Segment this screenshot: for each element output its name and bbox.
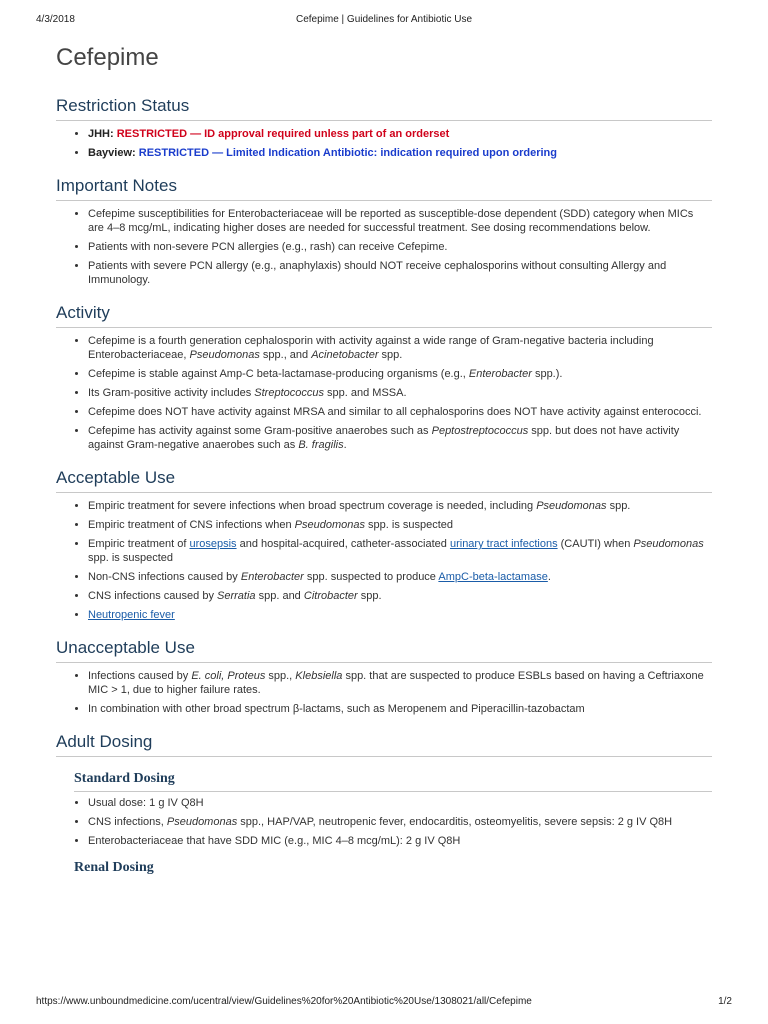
print-date: 4/3/2018 — [36, 14, 75, 25]
uti-link[interactable]: urinary tract infections — [449, 538, 558, 550]
notes-list — [56, 207, 712, 287]
list-item: • Patients with severe PCN allergy (e.g., anaphylaxis) should NOT receive cephalosporins without consulting Allergy and Immunology. — [88, 259, 712, 287]
organism: Peptostreptococcus — [431, 425, 529, 437]
activity-list — [56, 334, 712, 452]
neutropenic-fever-link[interactable]: Neutropenic fever — [88, 609, 175, 621]
restriction-heading: Restriction Status — [56, 96, 712, 121]
organism: Acinetobacter — [311, 349, 379, 361]
text: spp. is suspected — [88, 552, 173, 564]
ampc-link[interactable]: AmpC-beta-lactamase — [438, 571, 548, 583]
list-item: • In combination with other broad spectrum β-lactams, such as Meropenem and Piperacillin-tazobactam — [88, 702, 712, 716]
unacceptable-heading: Unacceptable Use — [56, 638, 712, 663]
text: and hospital-acquired, catheter-associated — [236, 538, 450, 550]
text: Non-CNS infections caused by — [88, 571, 241, 583]
organism: Pseudomonas — [536, 500, 607, 512]
list-item: • Enterobacteriaceae that have SDD MIC (e.g., MIC 4–8 mcg/mL): 2 g IV Q8H — [88, 834, 712, 848]
bayview-status: RESTRICTED — Limited Indication Antibiotic: indication required upon ordering — [138, 147, 557, 159]
dosing-heading: Adult Dosing — [56, 732, 712, 757]
page-number: 1/2 — [718, 996, 732, 1007]
text: Its Gram-positive activity includes — [88, 387, 255, 399]
text: spp. — [378, 349, 403, 361]
text: spp., and — [259, 349, 312, 361]
acceptable-heading: Acceptable Use — [56, 468, 712, 493]
text: spp. is suspected — [364, 519, 454, 531]
list-item — [88, 537, 712, 565]
organism: Pseudomonas — [294, 519, 365, 531]
list-item — [88, 570, 712, 584]
notes-heading: Important Notes — [56, 176, 712, 201]
list-item — [88, 334, 712, 362]
organism: Klebsiella — [295, 670, 343, 682]
organism: Streptococcus — [254, 387, 324, 399]
text: spp. that are suspected to produce ESBLs based on having a Ceftriaxone MIC > 1, due to higher failure rates. — [88, 670, 704, 696]
print-url: https://www.unboundmedicine.com/ucentral/view/Guidelines%20for%20Antibiotic%20Use/1308021/all/Cefepime — [36, 996, 532, 1007]
list-item — [88, 424, 712, 452]
text: Empiric treatment of CNS infections when — [88, 519, 295, 531]
print-title: Cefepime | Guidelines for Antibiotic Use — [295, 14, 472, 25]
text: CNS infections caused by — [88, 590, 218, 602]
text: Cefepime has activity against some Gram-positive anaerobes such as — [88, 425, 432, 437]
list-item: • Cefepime does NOT have activity against MRSA and similar to all cephalosporins does NOT have activity against enterococci. — [88, 405, 712, 419]
text: (CAUTI) when — [557, 538, 634, 550]
text: . — [343, 439, 347, 451]
list-item — [88, 518, 712, 532]
list-item — [88, 367, 712, 381]
list-item — [88, 589, 712, 603]
text: spp. and MSSA. — [323, 387, 407, 399]
jhh-status: RESTRICTED — ID approval required unless part of an orderset — [116, 128, 450, 140]
print-header — [36, 14, 732, 28]
list-item: • Patients with non-severe PCN allergies (e.g., rash) can receive Cefepime. — [88, 240, 712, 254]
organism: Enterobacter — [240, 571, 304, 583]
urosepsis-link[interactable]: urosepsis — [189, 538, 237, 550]
text: Cefepime is stable against Amp-C beta-lactamase-producing organisms (e.g., — [88, 368, 469, 380]
text: Cefepime is a fourth generation cephalosporin with activity against a wide range of Gram-negative bacteria including Enterobacteriaceae, — [88, 335, 654, 361]
print-footer — [36, 996, 732, 1010]
organism: Serratia — [217, 590, 256, 602]
list-item — [88, 669, 712, 697]
list-item: • Usual dose: 1 g IV Q8H — [88, 796, 712, 810]
standard-dosing-heading: Standard Dosing — [74, 771, 712, 792]
standard-dosing-list — [56, 796, 712, 848]
organism: Enterobacter — [468, 368, 532, 380]
text: spp.). — [531, 368, 563, 380]
text: Infections caused by — [88, 670, 192, 682]
text: spp. suspected to produce — [303, 571, 439, 583]
unacceptable-list — [56, 669, 712, 716]
list-item — [88, 608, 712, 622]
text: spp. — [606, 500, 631, 512]
document-content — [56, 40, 712, 880]
list-item — [88, 127, 712, 141]
list-item: • Cefepime susceptibilities for Enterobacteriaceae will be reported as susceptible-dose dependent (SDD) category when MICs are 4–8 mcg/mL, indicating higher doses are needed for successful treatment. See dosing recommendations below. — [88, 207, 712, 235]
bayview-label: Bayview: — [88, 147, 136, 159]
organism: Pseudomonas — [189, 349, 260, 361]
renal-dosing-heading: Renal Dosing — [74, 860, 154, 875]
text: spp., — [265, 670, 296, 682]
text: spp. and — [255, 590, 304, 602]
organism: E. coli, Proteus — [191, 670, 266, 682]
jhh-label: JHH: — [88, 128, 114, 140]
restriction-list — [56, 127, 712, 160]
organism: B. fragilis — [298, 439, 344, 451]
page-title: Cefepime — [56, 44, 159, 71]
text: spp. — [357, 590, 382, 602]
list-item — [88, 386, 712, 400]
list-item — [88, 815, 712, 829]
organism: Citrobacter — [303, 590, 358, 602]
text: . — [547, 571, 551, 583]
text: CNS infections, — [88, 816, 167, 828]
list-item — [88, 146, 712, 160]
text: Empiric treatment of — [88, 538, 190, 550]
organism: Pseudomonas — [633, 538, 704, 550]
text: spp. but does not have activity against Gram-negative anaerobes such as — [88, 425, 680, 451]
activity-heading: Activity — [56, 303, 712, 328]
list-item — [88, 499, 712, 513]
organism: Pseudomonas — [166, 816, 238, 828]
text: Empiric treatment for severe infections when broad spectrum coverage is needed, including — [88, 500, 537, 512]
text: spp., HAP/VAP, neutropenic fever, endocarditis, osteomyelitis, severe sepsis: 2 g IV Q8H — [237, 816, 673, 828]
acceptable-list — [56, 499, 712, 622]
